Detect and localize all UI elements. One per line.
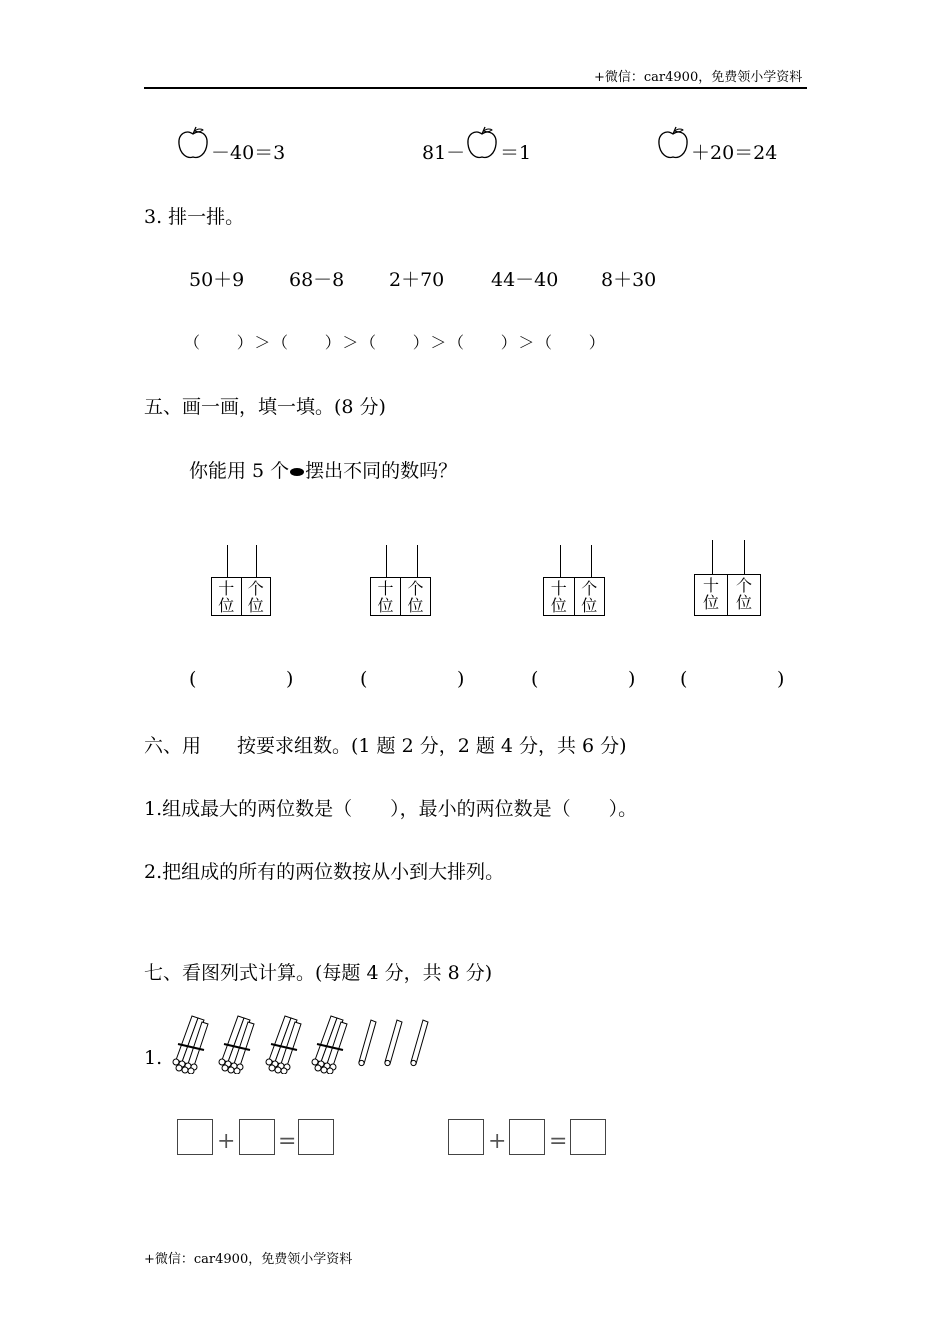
header-rule [144, 87, 807, 89]
ones-label: 个 位 [247, 579, 264, 615]
ones-label: 个 位 [407, 579, 424, 615]
ones-rod [256, 545, 257, 577]
question-after: 摆出不同的数吗？ [305, 460, 458, 482]
section-7-heading: 七、看图列式计算。(每题 4 分，共 8 分) [144, 962, 493, 984]
tens-rod [386, 545, 387, 577]
ones-label: 个 位 [581, 579, 598, 615]
plus-sign: + [217, 1129, 236, 1154]
answer-box[interactable] [448, 1119, 484, 1155]
tens-rod [560, 545, 561, 577]
equals-sign: = [549, 1129, 568, 1154]
sort-task-title: 3. 排一排。 [144, 206, 245, 228]
answer-blank-open[interactable]: ( [531, 668, 539, 690]
equation-2-text: ＝1 [500, 142, 532, 164]
tens-label: 十 位 [212, 578, 242, 615]
apple-icon [176, 126, 210, 160]
heading-before: 六、用 [144, 735, 202, 757]
apple-icon [465, 126, 499, 160]
answer-blank-open[interactable]: ( [360, 668, 368, 690]
sort-item: 68－8 [289, 269, 345, 291]
tens-rod [712, 540, 713, 574]
equation-1-text: －40＝3 [211, 142, 286, 164]
bundle-of-ten-icon [307, 1010, 351, 1074]
ones-rod [417, 545, 418, 577]
ones-label: 个 位 [735, 576, 752, 612]
ones-rod [744, 540, 745, 574]
answer-blank-close[interactable]: ) [457, 668, 465, 690]
tens-label: 十 位 [544, 578, 575, 615]
question-before: 你能用 5 个 [189, 460, 290, 482]
tens-label: 十 位 [695, 575, 728, 615]
section-6-heading [144, 731, 627, 758]
answer-blank-close[interactable]: ) [777, 668, 785, 690]
section-6-question-1: 1.组成最大的两位数是（ ），最小的两位数是（ ）。 [144, 798, 638, 820]
answer-box[interactable] [570, 1119, 606, 1155]
section-5-question [189, 456, 457, 483]
single-stick-icon [381, 1016, 405, 1068]
sort-item: 8＋30 [601, 269, 657, 291]
header-note: +微信：car4900，免费领小学资料 [594, 70, 803, 85]
section-6-question-2: 2.把组成的所有的两位数按从小到大排列。 [144, 861, 505, 883]
tens-rod [227, 545, 228, 577]
section-5-heading: 五、画一画，填一填。(8 分) [144, 396, 386, 418]
answer-blank-close[interactable]: ) [628, 668, 636, 690]
plus-sign: + [488, 1129, 507, 1154]
sort-item: 44－40 [491, 269, 559, 291]
bundle-of-ten-icon [261, 1010, 305, 1074]
bundle-of-ten-icon [168, 1010, 212, 1074]
footer-note: +微信：car4900，免费领小学资料 [144, 1252, 353, 1267]
question-1-label: 1. [144, 1047, 163, 1069]
answer-blank-close[interactable]: ) [286, 668, 294, 690]
equals-sign: = [278, 1129, 297, 1154]
sort-item: 50＋9 [189, 269, 245, 291]
sort-item: 2＋70 [389, 269, 445, 291]
answer-box[interactable] [298, 1119, 334, 1155]
equation-2-prefix: 81－ [422, 142, 466, 164]
answer-box[interactable] [239, 1119, 275, 1155]
equation-3-text: ＋20＝24 [691, 142, 778, 164]
answer-blank-open[interactable]: ( [189, 668, 197, 690]
answer-blank-open[interactable]: ( [680, 668, 688, 690]
bead-icon [290, 468, 304, 476]
heading-after: 按要求组数。(1 题 2 分，2 题 4 分，共 6 分) [237, 735, 627, 757]
apple-icon [656, 126, 690, 160]
single-stick-icon [355, 1016, 379, 1068]
answer-box[interactable] [177, 1119, 213, 1155]
order-answer-line[interactable]: （ ）＞（ ）＞（ ）＞（ ）＞（ ） [184, 333, 607, 352]
ones-rod [591, 545, 592, 577]
bundle-of-ten-icon [214, 1010, 258, 1074]
tens-label: 十 位 [371, 578, 401, 615]
answer-box[interactable] [509, 1119, 545, 1155]
single-stick-icon [407, 1016, 431, 1068]
